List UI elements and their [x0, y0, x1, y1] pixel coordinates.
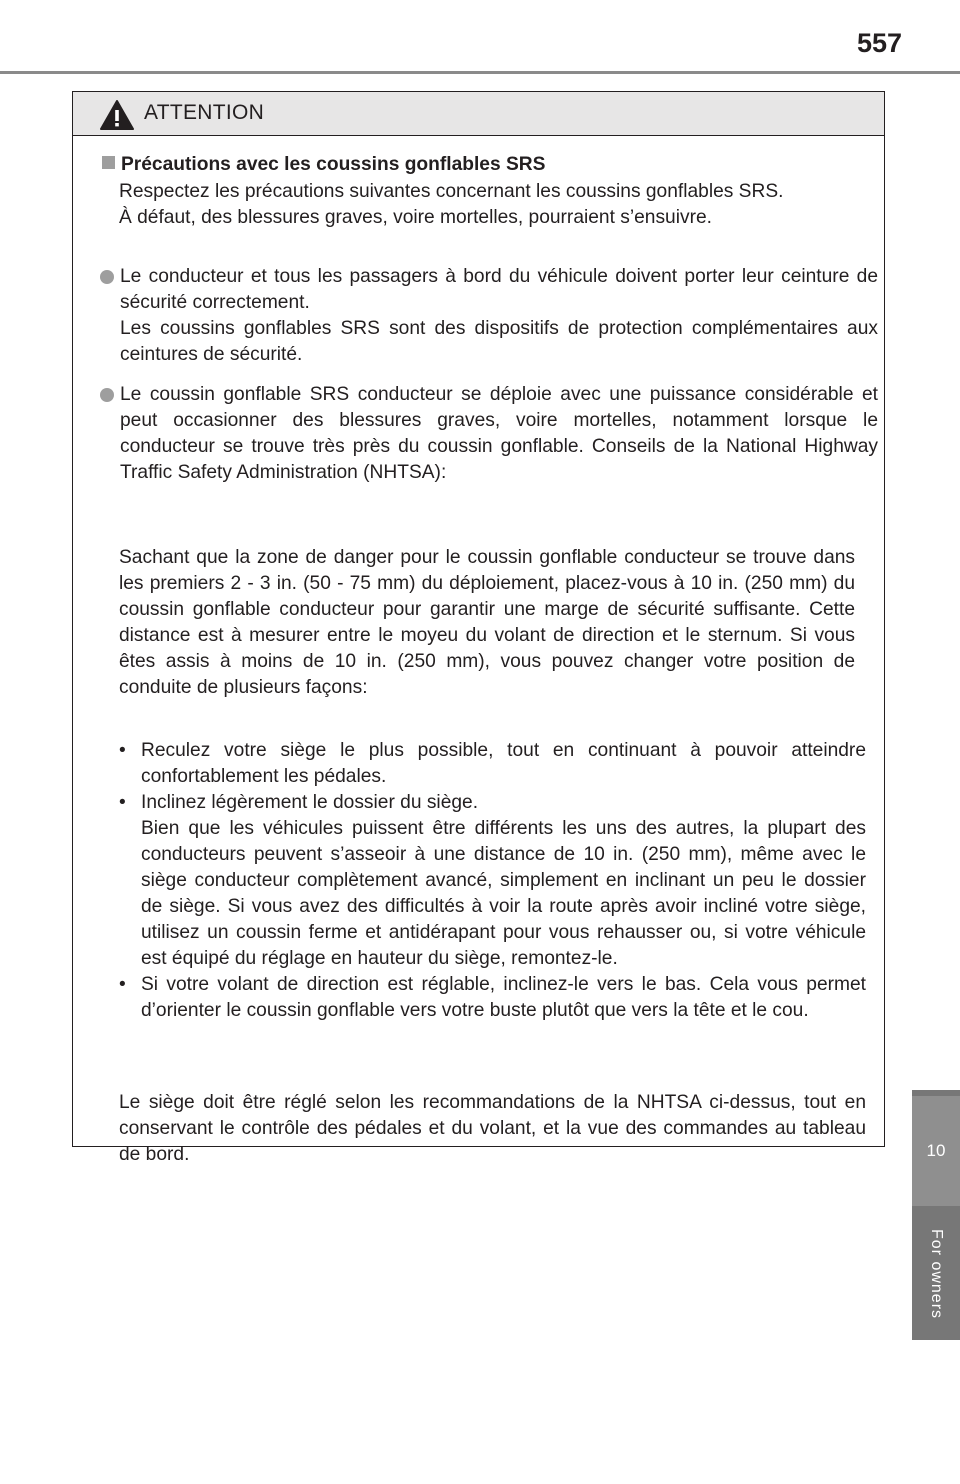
point-1-detail: Les coussins gonflables SRS sont des dispositifs de protection complémentaires aux ceintures de sécurité.	[120, 318, 878, 365]
bullet-mark: •	[119, 740, 126, 761]
attention-title: ATTENTION	[144, 101, 265, 124]
list-item	[119, 972, 866, 1024]
closing-text: Le siège doit être réglé selon les recommandations de la NHTSA ci-dessus, tout en conservant le contrôle des pédales et du volant, et la vue des commandes au tableau de bord.	[119, 1092, 866, 1165]
section-heading-text: Précautions avec les coussins gonflables SRS	[121, 154, 546, 175]
advice-text: Sachant que la zone de danger pour le coussin gonflable conducteur se trouve dans les premiers 2 - 3 in. (50 - 75 mm) du déploiement, placez-vous à 10 in. (250 mm) du coussin gonflable conducteur pour garantir une marge de sécurité suffisante. Cette distance est à mesurer entre le moyeu du volant de direction et le sternum. Si vous êtes assis à moins de 10 in. (250 mm), vous pouvez changer votre position de conduite de plusieurs façons:	[119, 547, 855, 698]
section-heading	[102, 152, 884, 178]
intro-line-2: À défaut, des blessures graves, voire mortelles, pourraient s’ensuivre.	[119, 207, 712, 228]
list-item	[119, 738, 866, 790]
list-item	[119, 790, 866, 972]
attention-header	[73, 92, 884, 136]
chapter-label-text: For owners	[928, 1228, 945, 1320]
attention-body	[73, 136, 884, 1165]
square-bullet-icon	[102, 156, 115, 169]
chapter-label	[912, 1208, 960, 1340]
chapter-number: 10	[912, 1096, 960, 1206]
header-rule	[0, 71, 960, 74]
intro-line-1: Respectez les précautions suivantes concernant les coussins gonflables SRS.	[119, 181, 784, 202]
bullet-mark: •	[119, 974, 126, 995]
point-2-text: Le coussin gonflable SRS conducteur se déploie avec une puissance considérable et peut occasionner des blessures graves, voire mortelles, notamment lorsque le conducteur se trouve très près du coussin gonflable. Conseils de la National Highway Traffic Safety Administration (NHTSA):	[120, 384, 878, 483]
bullet-3-text: Si votre volant de direction est réglable, inclinez-le vers le bas. Cela vous permet d’orienter le coussin gonflable vers votre buste plutôt que vers la tête et le cou.	[141, 974, 866, 1021]
chapter-tab[interactable]	[912, 1090, 960, 1340]
list-item	[100, 382, 878, 486]
bullet-1-text: Reculez votre siège le plus possible, tout en continuant à pouvoir atteindre confortablement les pédales.	[141, 740, 866, 787]
warning-triangle-icon	[99, 99, 135, 131]
list-item	[100, 264, 878, 368]
circle-bullet-icon	[100, 388, 114, 402]
bullet-list	[119, 738, 866, 1024]
point-1-text: Le conducteur et tous les passagers à bord du véhicule doivent porter leur ceinture de sécurité correctement.	[120, 266, 878, 313]
bullet-2-text: Inclinez légèrement le dossier du siège.	[141, 792, 479, 813]
nhtsa-advice	[119, 545, 855, 701]
attention-box	[72, 91, 885, 1165]
intro-paragraph	[119, 179, 856, 231]
bullet-2-detail: Bien que les véhicules puissent être différents les uns des autres, la plupart des conducteurs peuvent s’asseoir à une distance de 10 in. (250 mm), même avec le siège conducteur complètement avancé, simplement en inclinant un peu le dossier de siège. Si vous avez des difficultés à voir la route après avoir incliné votre siège, utilisez un coussin ferme et antidérapant pour vous rehausser ou, si votre véhicule est équipé du réglage en hauteur du siège, remontez-le.	[141, 818, 866, 969]
page-number: 557	[856, 28, 902, 58]
closing-paragraph	[119, 1090, 866, 1168]
circle-bullet-icon	[100, 270, 114, 284]
bullet-mark: •	[119, 792, 126, 813]
